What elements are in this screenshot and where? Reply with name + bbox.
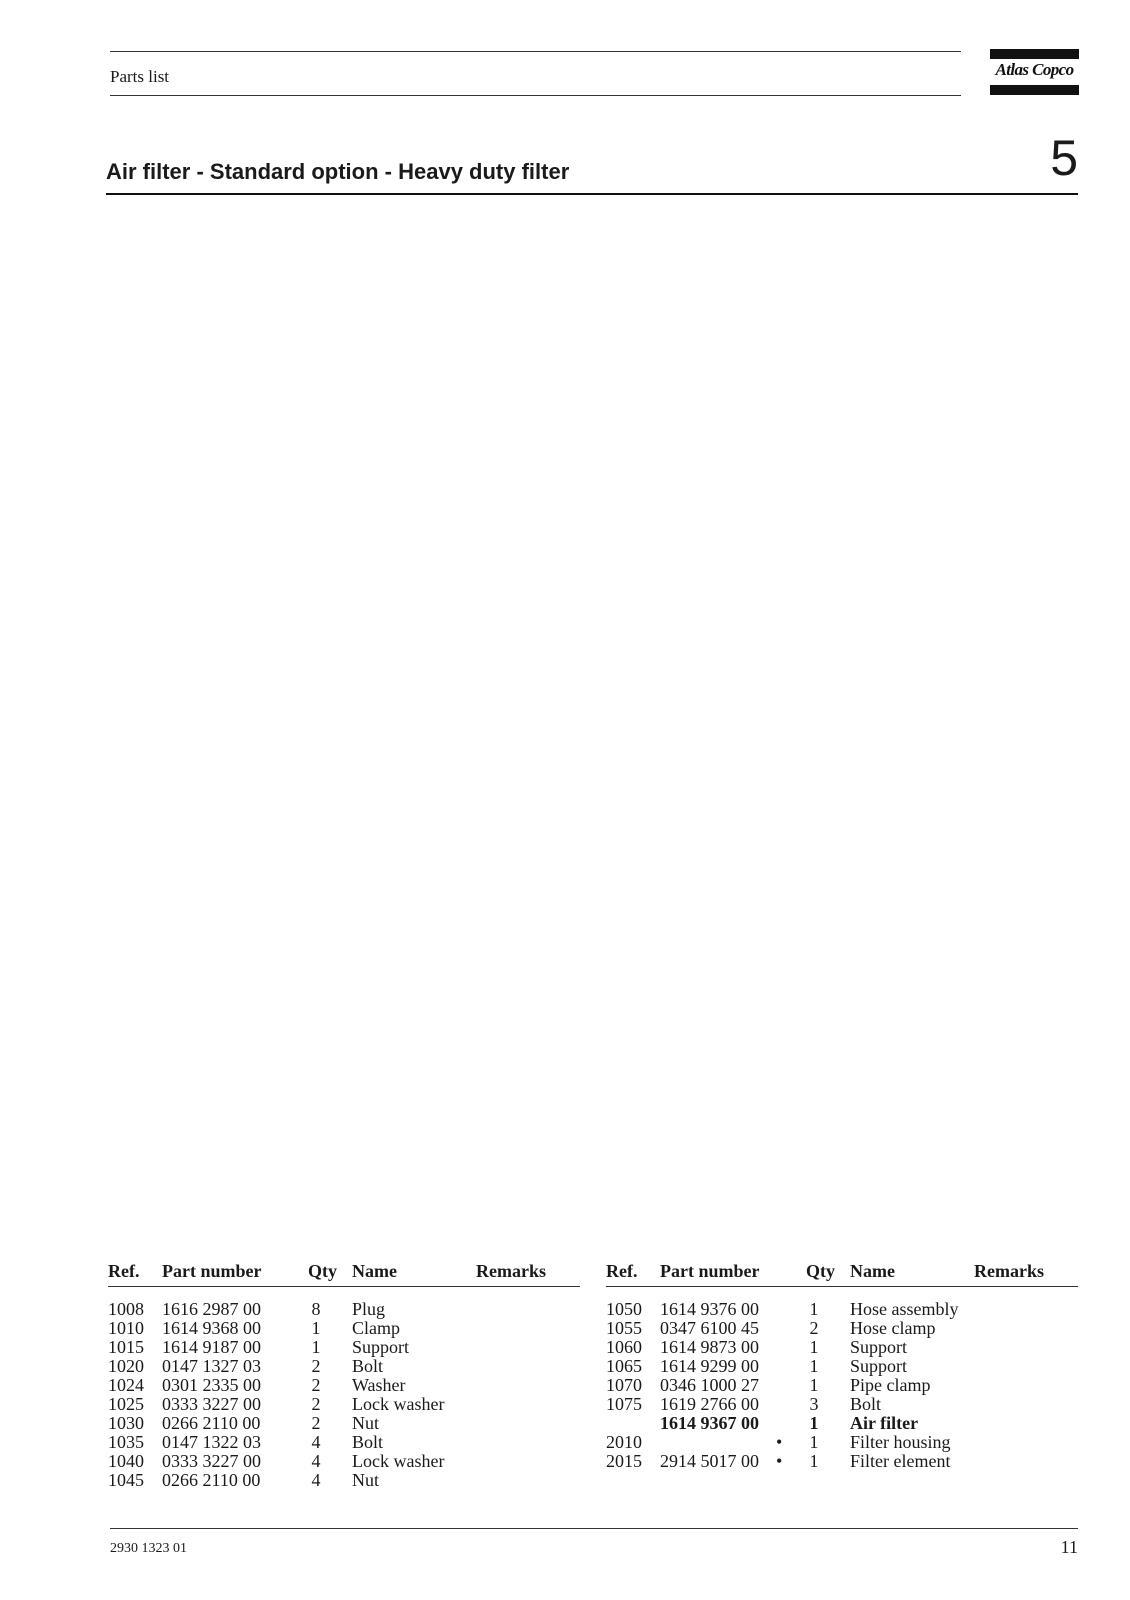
cell-qty: 1 [809, 1299, 819, 1319]
cell-part-number: 0333 3227 00 [162, 1451, 261, 1471]
section-rule [106, 193, 1078, 195]
parts-table-right [606, 1261, 1078, 1471]
figure-area [106, 200, 1078, 1250]
cell-part-number: 1619 2766 00 [660, 1394, 759, 1414]
cell-ref: 1045 [108, 1470, 144, 1490]
cell-part-number: 1614 9299 00 [660, 1356, 759, 1376]
cell-part-number: 1616 2987 00 [162, 1299, 261, 1319]
cell-qty: 4 [311, 1470, 321, 1490]
cell-part-number: 1614 9187 00 [162, 1337, 261, 1357]
header-part-number: Part number [162, 1261, 262, 1281]
cell-qty: 1 [809, 1432, 819, 1452]
table-row [606, 1356, 1078, 1375]
cell-ref: 2010 [606, 1432, 642, 1452]
section-title: Air filter - Standard option - Heavy duty filter [106, 159, 570, 184]
cell-name: Filter housing [850, 1432, 951, 1452]
cell-qty: 2 [311, 1375, 321, 1395]
table-header-rule [108, 1286, 580, 1287]
cell-qty: 2 [311, 1356, 321, 1376]
cell-ref: 1060 [606, 1337, 642, 1357]
header-ref: Ref. [606, 1261, 638, 1281]
cell-ref: 1030 [108, 1413, 144, 1433]
cell-name: Clamp [352, 1318, 400, 1338]
cell-qty: 1 [311, 1337, 321, 1357]
cell-part-number: 0147 1327 03 [162, 1356, 261, 1376]
table-rows [108, 1299, 580, 1489]
cell-part-number: 0266 2110 00 [162, 1470, 261, 1490]
header-name: Name [352, 1261, 397, 1281]
header-remarks: Remarks [476, 1261, 546, 1281]
cell-name: Air filter [850, 1413, 919, 1433]
cell-qty: 4 [311, 1432, 321, 1452]
cell-ref: 1050 [606, 1299, 642, 1319]
cell-name: Nut [352, 1413, 379, 1433]
cell-qty: 2 [809, 1318, 819, 1338]
cell-name: Bolt [352, 1356, 384, 1376]
logo-bar-bottom [990, 85, 1079, 95]
cell-part-number: 1614 9367 00 [660, 1413, 759, 1433]
header-part-number: Part number [660, 1261, 760, 1281]
table-row [108, 1413, 580, 1432]
table-row [606, 1432, 1078, 1451]
cell-qty: 4 [311, 1451, 321, 1471]
bullet-icon: • [776, 1432, 783, 1452]
cell-part-number: 0147 1322 03 [162, 1432, 261, 1452]
cell-part-number: 0346 1000 27 [660, 1375, 759, 1395]
table-row [108, 1470, 580, 1489]
table-row [606, 1375, 1078, 1394]
cell-name: Lock washer [352, 1451, 445, 1471]
cell-name: Bolt [352, 1432, 384, 1452]
table-header [108, 1261, 580, 1283]
bullet-icon: • [776, 1451, 783, 1471]
cell-part-number: 2914 5017 00 [660, 1451, 759, 1471]
table-header-rule [606, 1286, 1078, 1287]
cell-ref: 2015 [606, 1451, 642, 1471]
cell-qty: 1 [311, 1318, 321, 1338]
table-row [108, 1451, 580, 1470]
cell-name: Hose assembly [850, 1299, 959, 1319]
cell-qty: 3 [809, 1394, 819, 1414]
cell-ref: 1035 [108, 1432, 144, 1452]
atlas-copco-logo [990, 49, 1079, 95]
cell-part-number: 0301 2335 00 [162, 1375, 261, 1395]
header-name: Name [850, 1261, 895, 1281]
cell-qty: 1 [809, 1337, 819, 1357]
cell-ref: 1040 [108, 1451, 144, 1471]
table-rows [606, 1299, 1078, 1470]
logo-text: Atlas Copco [995, 60, 1074, 79]
cell-qty: 1 [809, 1356, 819, 1376]
table-row [108, 1337, 580, 1356]
cell-name: Support [850, 1356, 908, 1376]
header-ref: Ref. [108, 1261, 140, 1281]
table-row [108, 1318, 580, 1337]
cell-qty: 2 [311, 1394, 321, 1414]
cell-qty: 1 [809, 1451, 819, 1471]
cell-ref: 1070 [606, 1375, 642, 1395]
cell-ref: 1024 [108, 1375, 144, 1395]
parts-table-left [108, 1261, 580, 1490]
cell-name: Washer [352, 1375, 406, 1395]
cell-part-number: 1614 9873 00 [660, 1337, 759, 1357]
table-row [108, 1299, 580, 1318]
table-row [606, 1337, 1078, 1356]
cell-part-number: 0333 3227 00 [162, 1394, 261, 1414]
cell-name: Nut [352, 1470, 379, 1490]
cell-ref: 1025 [108, 1394, 144, 1414]
table-row [606, 1451, 1078, 1470]
cell-part-number: 1614 9376 00 [660, 1299, 759, 1319]
table-row [606, 1318, 1078, 1337]
cell-name: Support [352, 1337, 410, 1357]
cell-part-number: 0266 2110 00 [162, 1413, 261, 1433]
footer-rule [110, 1528, 1078, 1529]
cell-ref: 1065 [606, 1356, 642, 1376]
table-row [108, 1375, 580, 1394]
page-number: 11 [1060, 1537, 1078, 1557]
logo-bar-top [990, 49, 1079, 59]
header-label: Parts list [110, 67, 170, 86]
header-qty: Qty [308, 1261, 337, 1281]
table-row [606, 1299, 1078, 1318]
cell-ref: 1015 [108, 1337, 144, 1357]
cell-qty: 1 [809, 1375, 819, 1395]
table-row [606, 1394, 1078, 1413]
cell-ref: 1055 [606, 1318, 642, 1338]
cell-name: Plug [352, 1299, 386, 1319]
cell-name: Bolt [850, 1394, 882, 1414]
section-number: 5 [1050, 130, 1078, 186]
cell-part-number: 1614 9368 00 [162, 1318, 261, 1338]
cell-name: Filter element [850, 1451, 951, 1471]
table-row [108, 1356, 580, 1375]
cell-ref: 1020 [108, 1356, 144, 1376]
table-header [606, 1261, 1078, 1283]
cell-name: Lock washer [352, 1394, 445, 1414]
cell-qty: 1 [809, 1413, 819, 1433]
table-row [108, 1432, 580, 1451]
header-top-rule [110, 51, 961, 52]
cell-name: Hose clamp [850, 1318, 936, 1338]
document-number: 2930 1323 01 [110, 1541, 187, 1556]
table-row [108, 1394, 580, 1413]
cell-ref: 1008 [108, 1299, 144, 1319]
cell-ref: 1075 [606, 1394, 642, 1414]
header-remarks: Remarks [974, 1261, 1044, 1281]
header-qty: Qty [806, 1261, 835, 1281]
cell-name: Support [850, 1337, 908, 1357]
header-bottom-rule [110, 95, 961, 96]
table-row-assembly [606, 1413, 1078, 1432]
cell-ref: 1010 [108, 1318, 144, 1338]
cell-part-number: 0347 6100 45 [660, 1318, 759, 1338]
cell-name: Pipe clamp [850, 1375, 931, 1395]
cell-qty: 8 [311, 1299, 321, 1319]
cell-qty: 2 [311, 1413, 321, 1433]
